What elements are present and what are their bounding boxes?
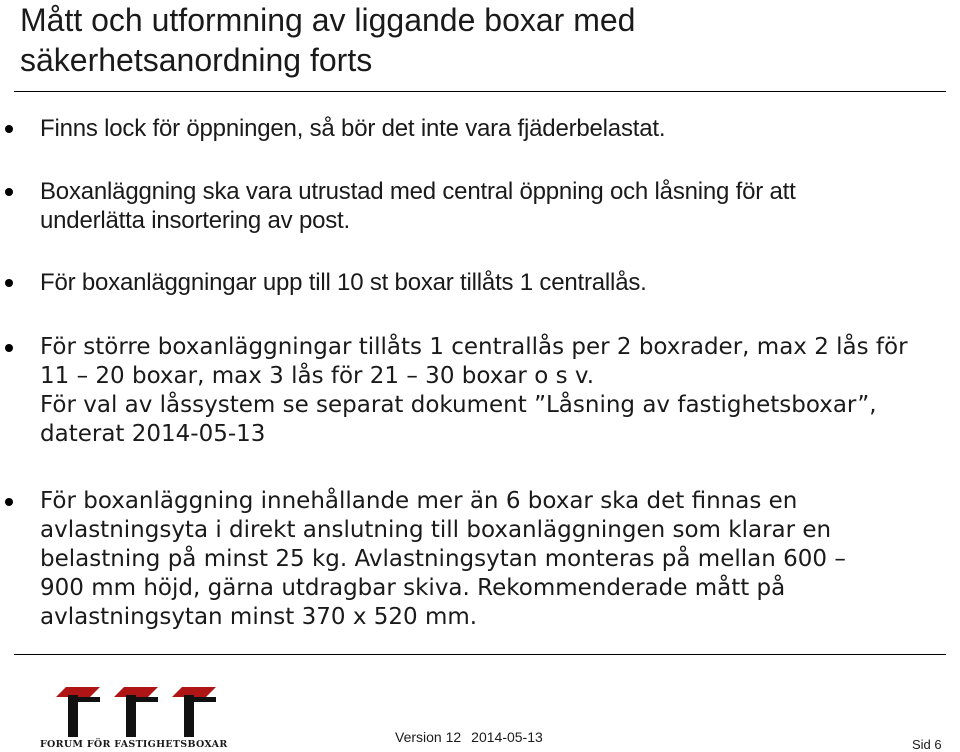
bullet-dot-icon — [5, 188, 13, 196]
top-divider — [14, 91, 946, 92]
bullet-text: För boxanläggning innehållande mer än 6 boxar ska det finnas en avlastningsyta i direkt anslutning till boxanläggningen som klarar en belastning på minst 25 kg. Avlastningsytan monteras på mellan 600 – 900 mm höjd, gärna utdragbar skiva. Rekommenderade mått på avlastningsytan minst 370 x 520 mm. — [40, 488, 846, 630]
bottom-divider — [14, 654, 946, 655]
bullet-text: Boxanläggning ska vara utrustad med central öppning och låsning för att underlätta insortering av post. — [40, 178, 796, 234]
logo-wordmark: FORUM FÖR FASTIGHETSBOXAR — [40, 739, 228, 750]
bullet-text: För större boxanläggningar tillåts 1 centrallås per 2 boxrader, max 2 lås för 11 – 20 boxar, max 3 lås för 21 – 30 boxar o s v. För val av låssystem se separat dokument ”Låsning av fastighetsboxar”, daterat 2014-05-13 — [40, 334, 908, 447]
bullet-dot-icon — [5, 279, 13, 287]
version-label: Version 12 — [395, 729, 462, 745]
page-title: Mått och utformning av liggande boxar med säkerhetsanordning forts — [20, 2, 636, 78]
bullet-text: Finns lock för öppningen, så bör det inte vara fjäderbelastat. — [40, 115, 666, 142]
version-info — [395, 729, 543, 745]
bullet-text: För boxanläggningar upp till 10 st boxar tillåts 1 centrallås. — [40, 269, 647, 296]
bullet-dot-icon — [5, 344, 13, 352]
version-date: 2014-05-13 — [471, 729, 543, 745]
bullet-dot-icon — [5, 125, 13, 133]
page-number: Sid 6 — [912, 737, 942, 752]
bullet-dot-icon — [5, 498, 13, 506]
